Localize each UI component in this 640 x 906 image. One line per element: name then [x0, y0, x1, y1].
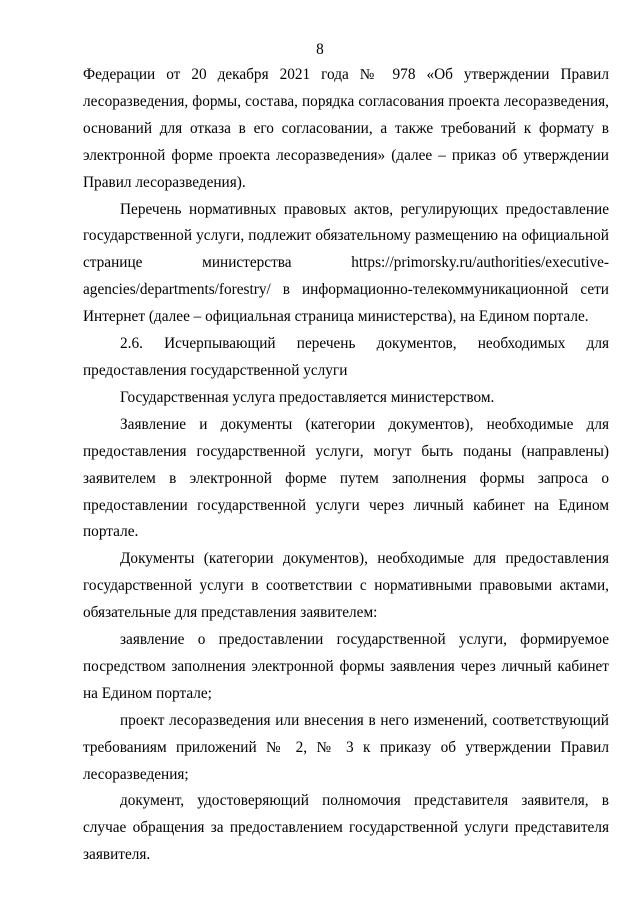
page-number: 8 — [316, 41, 324, 58]
paragraph-required-documents: Документы (категории документов), необходимые для предоставления государственной услуги в соответствии с нормативными правовыми актами, обязательные для представления заявителем: — [83, 550, 609, 622]
paragraph-continuation: Федерации от 20 декабря 2021 года № 978 «Об утверждении Правил лесоразведения, формы, состава, порядка согласования проекта лесоразведения, оснований для отказа в его согласовании, а также требований к формату в электронной форме проекта лесоразведения» (далее – приказ об утверждении Правил лесоразведения). — [83, 66, 609, 191]
paragraph-provider: Государственная услуга предоставляется министерством. — [120, 388, 495, 406]
paragraph-submission: Заявление и документы (категории документов), необходимые для предоставления государственной услуги, могут быть поданы (направлены) заявителем в электронной форме путем заполнения формы запроса о предоставлении государственной услуги через личный кабинет на Едином портале. — [83, 415, 609, 541]
section-heading-2-6: 2.6. Исчерпывающий перечень документов, необходимых для предоставления государственной услуги — [83, 335, 609, 379]
list-item-application: заявление о предоставлении государственной услуги, формируемое посредством заполнения электронной формы заявления через личный кабинет на Едином портале; — [83, 631, 609, 702]
list-item-project: проект лесоразведения или внесения в него изменений, соответствующий требованиям приложений № 2, № 3 к приказу об утверждении Правил лесоразведения; — [83, 711, 609, 783]
document-body — [83, 62, 609, 869]
list-item-authority-document: документ, удостоверяющий полномочия представителя заявителя, в случае обращения за предоставлением государственной услуги представителя заявителя. — [83, 792, 609, 864]
paragraph-legal-acts: Перечень нормативных правовых актов, регулирующих предоставление государственной услуги, подлежит обязательному размещению на официальной странице министерства https://primorsky.ru/authorities/executive-agencies/departments/forestry/ в информационно-телекоммуникационной сети Интернет (далее – официальная страница министерства), на Едином портале. — [83, 200, 609, 326]
